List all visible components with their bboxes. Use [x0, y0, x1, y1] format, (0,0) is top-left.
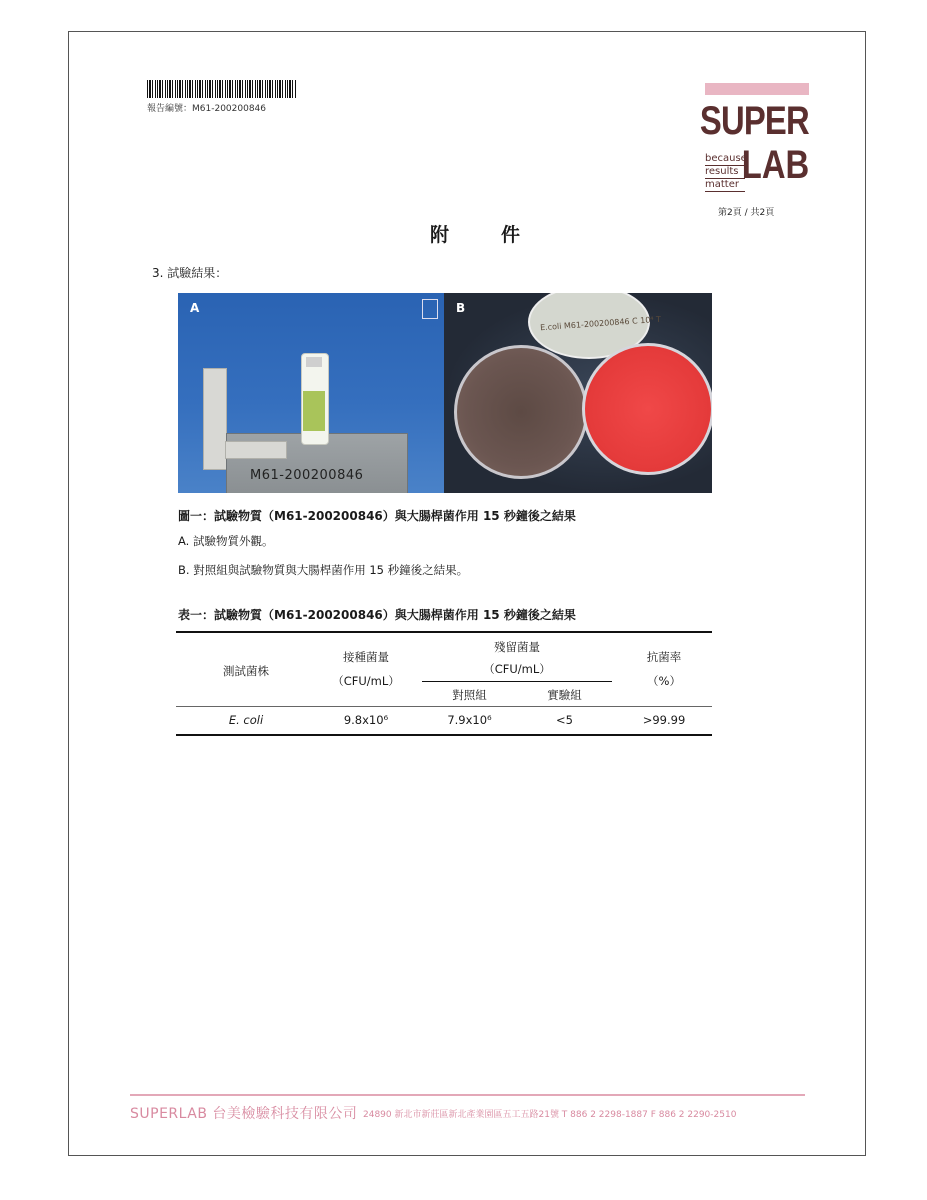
cell-inoculum: 9.8x10⁶	[343, 713, 389, 727]
photo-sample-appearance	[178, 293, 444, 493]
header-residual-unit: （CFU/mL）	[483, 662, 551, 676]
title-part1: 附	[430, 224, 452, 246]
cell-control: 7.9x10⁶	[447, 713, 492, 727]
logo-tag-because: because	[705, 153, 747, 164]
logo-bar	[705, 83, 809, 95]
title-part2: 件	[501, 224, 523, 246]
bottle-label	[303, 391, 325, 431]
header-strain: 測試菌株	[223, 664, 269, 678]
figure-note-a: A. 試驗物質外觀。	[178, 534, 274, 548]
cell-rate: >99.99	[642, 713, 686, 727]
footer-address: 24890 新北市新莊區新北產業園區五工五路21號 T 886 2 2298-1887 F 886 2 2290-2510	[363, 1110, 737, 1120]
test-plate	[582, 343, 712, 475]
header-test: 實驗組	[547, 688, 582, 702]
header-inoculum: 接種菌量	[343, 650, 389, 664]
table-rule-top	[176, 631, 712, 633]
header-rate: 抗菌率	[646, 650, 682, 664]
superlab-mini-logo	[422, 299, 438, 319]
ruler-vertical	[203, 368, 227, 470]
header-inoculum-unit: （CFU/mL）	[332, 674, 400, 688]
ruler-horizontal	[225, 441, 287, 459]
table-rule-bottom	[176, 734, 712, 736]
bottle-cap	[306, 357, 322, 367]
section-heading: 3. 試驗結果：	[152, 266, 228, 280]
logo-super: SUPER	[700, 99, 809, 143]
sample-label: M61-200200846	[250, 468, 364, 483]
logo-tagline	[705, 153, 745, 192]
table-caption: 表一：試驗物質（M61-200200846）與大腸桿菌作用 15 秒鐘後之結果	[178, 608, 576, 622]
superlab-logo	[700, 83, 809, 201]
header-residual: 殘留菌量	[494, 640, 540, 654]
figure-note-b: B. 對照組與試驗物質與大腸桿菌作用 15 秒鐘後之結果。	[178, 563, 469, 577]
table-rule-sub	[422, 681, 612, 682]
report-number: 報告編號：M61-200200846	[147, 104, 266, 114]
panel-label-a: A	[190, 301, 200, 315]
footer-brand: SUPERLAB 台美檢驗科技有限公司	[130, 1106, 358, 1122]
photo-plate-results	[444, 293, 712, 493]
cell-test: <5	[556, 713, 573, 727]
figure-caption: 圖一：試驗物質（M61-200200846）與大腸桿菌作用 15 秒鐘後之結果	[178, 509, 576, 523]
panel-label-b: B	[456, 301, 466, 315]
logo-lab: LAB	[741, 143, 809, 187]
plate-handwriting: E.coli M61-200200846 C 10⁴ T	[539, 314, 662, 333]
control-plate	[454, 345, 588, 479]
table-rule-head	[176, 706, 712, 707]
logo-tag-results: results	[705, 166, 745, 179]
cell-strain: E. coli	[228, 713, 264, 727]
page-title	[430, 220, 522, 247]
header-rate-unit: （%）	[647, 674, 681, 688]
footer-rule	[130, 1094, 805, 1096]
header-control: 對照組	[452, 688, 487, 702]
page-number: 第2頁 / 共2頁	[718, 208, 775, 218]
barcode	[147, 80, 297, 98]
logo-tag-matter: matter	[705, 179, 745, 192]
